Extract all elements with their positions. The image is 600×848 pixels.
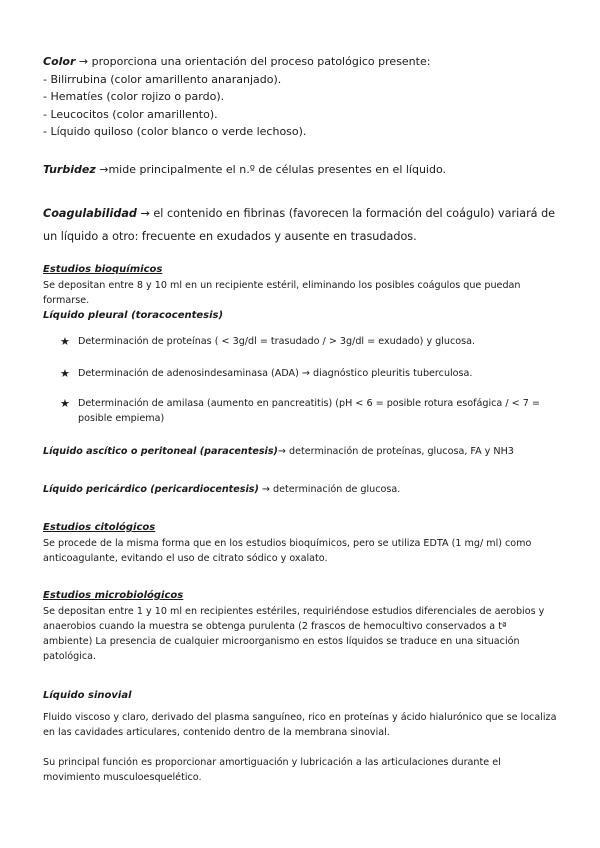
pericardico-line bbox=[43, 482, 557, 497]
citologicos-text: Se procede de la misma forma que en los estudios bioquímicos, pero se utiliza EDTA (1 mg/ ml) como anticoagulante, evitando el uso de citrato sódico y oxalato. bbox=[43, 538, 532, 564]
ascitico-text: → determinación de proteínas, glucosa, FA y NH3 bbox=[277, 446, 514, 457]
coagulabilidad-section bbox=[43, 202, 557, 248]
pleural-bullet-amilasa bbox=[60, 396, 557, 426]
sinovial-section bbox=[43, 688, 557, 785]
microbiologicos-section bbox=[43, 588, 557, 664]
ascitico-line bbox=[43, 444, 557, 459]
pericardico-label: Líquido pericárdico (pericardiocentesis) bbox=[43, 484, 259, 495]
pleural-bullets-3 bbox=[60, 396, 557, 426]
turbidez-line bbox=[43, 161, 557, 179]
ascitico-label: Líquido ascítico o peritoneal (paracentesis) bbox=[43, 446, 278, 457]
color-arrow: → bbox=[75, 55, 92, 68]
coagulabilidad-label: Coagulabilidad bbox=[43, 207, 137, 220]
pleural-bullet-ada bbox=[60, 366, 557, 381]
coagulabilidad-line bbox=[43, 202, 557, 248]
bioquimicos-heading: Estudios bioquímicos bbox=[43, 264, 163, 275]
color-item-leucocitos: - Leucocitos (color amarillento). bbox=[43, 107, 218, 121]
color-text: proporciona una orientación del proceso patológico presente: bbox=[91, 55, 431, 68]
bioquimicos-text: Se depositan entre 8 y 10 ml en un recipiente estéril, eliminando los posibles coágulos que puedan formarse. bbox=[43, 280, 521, 306]
star-bullet-icon: ★ bbox=[60, 367, 70, 380]
pericardico-section bbox=[43, 482, 557, 497]
microbiologicos-heading: Estudios microbiológicos bbox=[43, 590, 184, 601]
color-label: Color bbox=[43, 55, 76, 68]
color-section bbox=[43, 53, 557, 141]
turbidez-arrow: → bbox=[95, 163, 109, 176]
bioquimicos-section bbox=[43, 262, 557, 324]
pleural-title: Líquido pleural (toracocentesis) bbox=[43, 310, 224, 321]
color-item-hematies: - Hematíes (color rojizo o pardo). bbox=[43, 90, 225, 103]
color-intro bbox=[43, 53, 557, 71]
coagulabilidad-arrow: → bbox=[136, 207, 154, 220]
color-item-quiloso: - Líquido quiloso (color blanco o verde lechoso). bbox=[43, 125, 307, 138]
pericardico-text: → determinación de glucosa. bbox=[258, 484, 401, 495]
star-bullet-icon: ★ bbox=[60, 335, 70, 348]
ascitico-section bbox=[43, 444, 557, 459]
citologicos-section bbox=[43, 520, 557, 566]
color-item-bilirrubina: - Bilirrubina (color amarillento anaranjado). bbox=[43, 72, 282, 86]
turbidez-text: mide principalmente el n.º de células presentes en el líquido. bbox=[108, 163, 447, 176]
pleural-bullet-text: Determinación de proteínas ( < 3g/dl = trasudado / > 3g/dl = exudado) y glucosa. bbox=[78, 336, 476, 347]
coagulabilidad-text: el contenido en fibrinas (favorecen la formación del coágulo) variará de un líquido a otro: frecuente en exudados y ausente en trasudados. bbox=[43, 207, 556, 243]
citologicos-heading: Estudios citológicos bbox=[43, 522, 156, 533]
pleural-bullet-proteinas bbox=[60, 334, 557, 349]
pleural-bullets-2 bbox=[60, 366, 557, 381]
pleural-bullet-text: Determinación de amilasa (aumento en pancreatitis) (pH < 6 = posible rotura esofágica / < 7 = posible empiema) bbox=[78, 398, 540, 424]
sinovial-text-1: Fluido viscoso y claro, derivado del plasma sanguíneo, rico en proteínas y ácido hialurónico que se localiza en las cavidades articulares, contenido dentro de la membrana sinovial. bbox=[43, 712, 557, 738]
microbiologicos-text: Se depositan entre 1 y 10 ml en recipientes estériles, requiriéndose estudios diferenciales de aerobios y anaerobios cuando la muestra se obtenga purulenta (2 frascos de hemocultivo conservados a tª ambiente) La presencia de cualquier microorganismo en estos líquidos se traduce en una situación patológica. bbox=[43, 606, 545, 662]
turbidez-section bbox=[43, 161, 557, 179]
turbidez-label: Turbidez bbox=[43, 163, 96, 176]
pleural-bullet-text: Determinación de adenosindesaminasa (ADA) → diagnóstico pleuritis tuberculosa. bbox=[78, 368, 473, 379]
sinovial-text-2: Su principal función es proporcionar amortiguación y lubricación a las articulaciones durante el movimiento musculoesquelético. bbox=[43, 757, 501, 783]
sinovial-heading: Líquido sinovial bbox=[43, 690, 132, 701]
pleural-bullets bbox=[60, 334, 557, 349]
star-bullet-icon: ★ bbox=[60, 397, 70, 410]
